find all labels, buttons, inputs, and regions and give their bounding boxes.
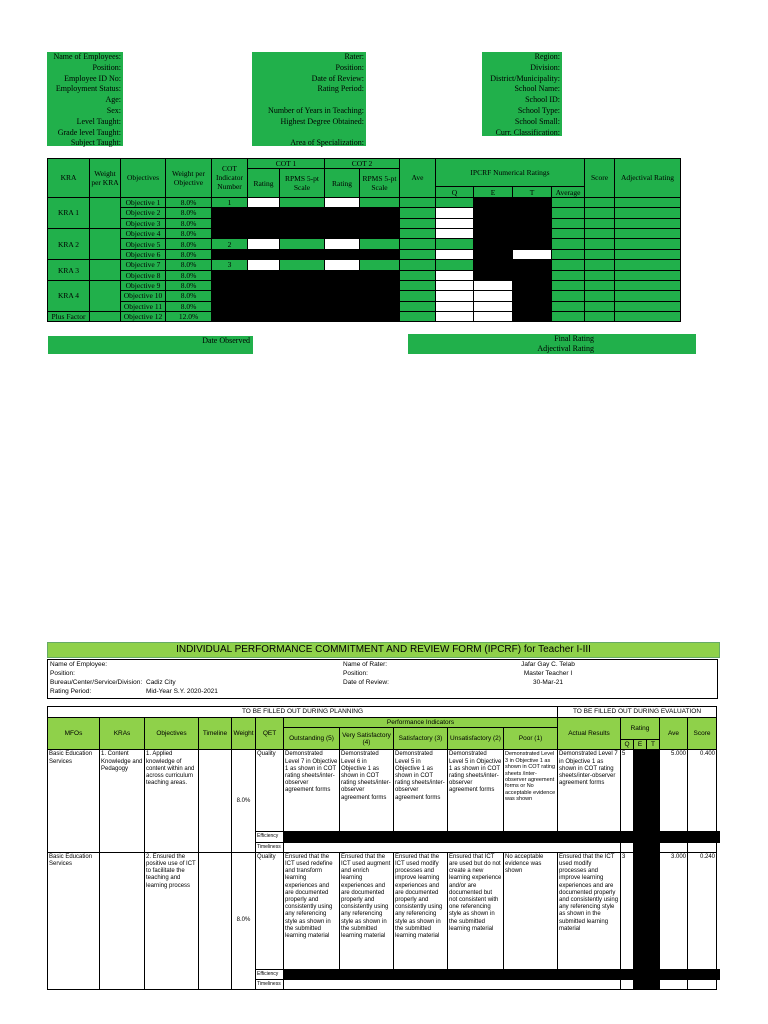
rating-cell[interactable] [436,270,474,280]
header-e: E [634,740,647,750]
info-label: Employment Status: [55,84,121,94]
objective-label: Objective 4 [121,228,166,238]
header-outstanding: Outstanding (5) [284,728,340,750]
info-label: Name of Employees: [53,52,121,61]
info-label: School Name: [514,84,560,94]
rating-cell[interactable] [436,208,474,218]
mfo-cell: Basic Education Services [48,852,100,989]
info-label: District/Municipality: [490,73,560,83]
actual-results-cell: Ensured that the ICT used modify processes and improve learning experiences and are documented properly and consistently using any referencing style as shown in the submitted learning material [558,852,621,969]
form-title: INDIVIDUAL PERFORMANCE COMMITMENT AND REVIEW FORM (IPCRF) for Teacher I-III [47,642,720,658]
header-t: T [513,187,552,197]
header-cot1: COT 1 [248,159,325,169]
ipcrf-table [47,706,720,990]
qet-timeliness: Timeliness [256,842,284,852]
rating-cell[interactable] [513,249,552,259]
header-rpms: RPMS 5-pt Scale [360,169,400,197]
objective-weight: 8.0% [166,249,212,259]
header-cot-indicator: COT Indicator Number [212,159,248,198]
qet-quality: Quality [256,852,284,969]
rating-cell[interactable] [436,228,474,238]
kra-label: KRA 3 [48,260,90,281]
form-value: Mid-Year S.Y. 2020-2021 [146,688,218,695]
info-label: Region: [534,52,560,61]
header-score: Score [688,718,717,750]
rating-cell[interactable] [248,239,280,249]
rating-cell[interactable] [474,301,513,311]
kra-label: KRA 2 [48,228,90,259]
header-rating: Rating [621,718,660,740]
rating-cell[interactable] [325,197,360,207]
indicator-poor: Demonstrated Level 3 in Objective 1 as shown in COT rating sheets /inter-observer agreement forms or No acceptable evidence was shown [504,750,558,832]
header-satisfactory: Satisfactory (3) [394,728,448,750]
objective-cell: 2. Ensured the positive use of ICT to facilitate the teaching and learning process [145,852,199,989]
objective-label: Objective 6 [121,249,166,259]
header-rating: Rating [325,169,360,197]
rating-cell[interactable] [436,291,474,301]
objective-weight: 8.0% [166,228,212,238]
indicator-unsatisfactory: Demonstrated Level 5 in Objective 1 as shown in COT rating sheets/inter-observer agreement forms [448,750,504,832]
header-adjectival: Adjectival Rating [615,159,681,198]
cot-number: 2 [212,239,248,249]
info-label: Position: [335,62,364,72]
info-label: Curr. Classification: [495,127,560,137]
info-label: Subject Taught: [70,138,121,148]
rating-cell[interactable] [436,249,474,259]
rating-cell[interactable] [436,301,474,311]
objective-weight: 8.0% [166,270,212,280]
objective-label: Objective 1 [121,197,166,207]
header-poor: Poor (1) [504,728,558,750]
objective-label: Objective 5 [121,239,166,249]
header-q: Q [436,187,474,197]
info-label [252,128,366,139]
objective-weight: 8.0% [166,260,212,270]
header-score: Score [585,159,615,198]
indicator-satisfactory: Demonstrated Level 5 in Objective 1 as shown in COT rating sheets/inter-observer agreement forms [394,750,448,832]
rater-position: Master Teacher I [523,670,573,677]
rating-cell[interactable] [474,312,513,322]
rating-cell[interactable] [474,291,513,301]
qet-efficiency: Efficiency [256,969,284,979]
objective-label: Objective 7 [121,260,166,270]
form-label: Position: [343,670,368,677]
indicator-very-satisfactory: Ensured that the ICT used augment and enrich learning experiences and are documented properly and consistently using any referencing style as shown in the submitted learning material [340,852,394,969]
weight-cell: 8.0% [232,852,256,989]
header-average: Average [552,187,585,197]
header-timeline: Timeline [199,718,232,750]
info-label: Employee ID No: [64,73,121,83]
info-label: Grade level Taught: [57,127,121,137]
cot-number: 3 [212,260,248,270]
header-ave: Ave [400,159,436,198]
objective-weight: 12.0% [166,312,212,322]
employee-info-block [47,52,123,146]
form-info-block [47,659,718,699]
qet-timeliness: Timeliness [256,980,284,990]
info-label: Area of Specialization: [290,138,364,148]
rating-cell[interactable] [436,312,474,322]
header-rpms: RPMS 5-pt Scale [280,169,325,197]
final-rating-label: Final Rating [554,334,594,343]
objective-weight: 8.0% [166,239,212,249]
score-cell: 0.400 [688,750,717,832]
info-label: Rater: [344,52,364,61]
info-label: Date of Review: [311,73,364,83]
info-label: Number of Years in Teaching: [268,105,364,115]
form-label: Date of Review: [343,679,389,686]
header-objectives: Objectives [121,159,166,198]
form-label: Name of Rater: [343,661,388,668]
objective-label: Objective 2 [121,208,166,218]
indicator-outstanding: Demonstrated Level 7 in Objective 1 as shown in COT rating sheets/inter-observer agreement forms [284,750,340,832]
objective-cell: 1. Applied knowledge of content within and across curriculum teaching areas. [145,750,199,852]
objective-label: Objective 10 [121,291,166,301]
objective-label: Objective 3 [121,218,166,228]
header-cot2: COT 2 [325,159,400,169]
header-kra: KRA [48,159,90,198]
adjectival-rating-label: Adjectival Rating [537,344,594,353]
rating-cell[interactable] [248,197,280,207]
weight-cell: 8.0% [232,750,256,852]
objective-weight: 8.0% [166,301,212,311]
review-date: 30-Mar-21 [533,679,563,686]
info-label: Highest Degree Obtained: [280,116,364,126]
rating-cell[interactable] [248,260,280,270]
rater-info-block [252,52,366,146]
rating-q[interactable]: 3 [621,852,634,969]
score-cell: 0.240 [688,852,717,969]
objective-weight: 8.0% [166,291,212,301]
header-weight-per-objective: Weight per Objective [166,159,212,198]
header-t: T [647,740,660,750]
objective-weight: 8.0% [166,218,212,228]
info-label: Rating Period: [317,84,364,94]
objective-label: Objective 12 [121,312,166,322]
rating-cell[interactable] [474,280,513,290]
objective-label: Objective 11 [121,301,166,311]
rating-cell[interactable] [436,218,474,228]
rating-q[interactable]: 5 [621,750,634,832]
header-actual-results: Actual Results [558,718,621,750]
indicator-outstanding: Ensured that the ICT used redefine and transform learning experiences and are documented properly and consistently using any referencing style as shown in the submitted learning material [284,852,340,969]
kra-label: Plus Factor [48,312,90,322]
header-weight: Weight [232,718,256,750]
header-weight-per-kra: Weight per KRA [90,159,121,198]
header-qet: QET [256,718,284,750]
header-performance-indicators: Performance Indicators [284,718,558,728]
header-q: Q [621,740,634,750]
form-value: Cadiz City [146,679,176,686]
header-mfos: MFOs [48,718,100,750]
header-unsatisfactory: Unsatisfactory (2) [448,728,504,750]
indicator-satisfactory: Ensured that the ICT used modify processes and improve learning experiences and are documented properly and consistently using any referencing style as shown in the submitted learning material [394,852,448,969]
school-info-block [482,52,562,136]
form-label: Bureau/Center/Service/Division: [50,679,143,686]
form-label: Position: [50,670,75,677]
info-label: Division: [530,62,560,72]
objective-weight: 8.0% [166,208,212,218]
cot-number: 1 [212,197,248,207]
header-kras: KRAs [100,718,145,750]
form-label: Rating Period: [50,688,92,695]
header-ave: Ave [660,718,688,750]
planning-heading: TO BE FILLED OUT DURING PLANNING [48,707,558,718]
header-very-satisfactory: Very Satisfactory (4) [340,728,394,750]
objective-label: Objective 8 [121,270,166,280]
info-label: Sex: [106,105,121,115]
kra-label: KRA 1 [48,197,90,228]
objective-weight: 8.0% [166,197,212,207]
qet-quality: Quality [256,750,284,832]
objective-label: Objective 9 [121,280,166,290]
date-observed-label: Date Observed [202,336,250,345]
indicator-very-satisfactory: Demonstrated Level 6 in Objective 1 as shown in COT rating sheets/inter-observer agreement forms [340,750,394,832]
ave-cell: 3.000 [660,852,688,969]
info-label: Level Taught: [76,116,121,126]
objective-weight: 8.0% [166,280,212,290]
actual-results-cell: Demonstrated Level 7 in Objective 1 as shown in COT rating sheets/inter-observer agreement forms [558,750,621,832]
info-label: Position: [92,62,121,72]
header-objectives: Objectives [145,718,199,750]
kra-label: KRA 4 [48,280,90,311]
header-e: E [474,187,513,197]
rater-name: Jafar Gay C. Telab [521,661,575,668]
rating-cell[interactable] [325,239,360,249]
ave-cell: 5.000 [660,750,688,832]
evaluation-heading: TO BE FILLED OUT DURING EVALUATION [558,707,717,718]
mfo-cell: Basic Education Services [48,750,100,852]
info-label: School Small: [514,116,560,126]
cot-rating-grid [47,158,681,322]
header-rating: Rating [248,169,280,197]
indicator-unsatisfactory: Ensured that ICT are used but do not create a new learning experience and/or are documented but not consistent with one referencing style as shown in the submitted learning material [448,852,504,969]
kra-cell [100,852,145,989]
header-ipcrf: IPCRF Numerical Ratings [436,159,585,187]
form-label: Name of Employee: [50,661,108,668]
kra-cell: 1. Content Knowledge and Pedagogy [100,750,145,852]
qet-efficiency: Efficiency [256,832,284,842]
rating-cell[interactable] [325,260,360,270]
indicator-poor: No acceptable evidence was shown [504,852,558,969]
info-label: School ID: [525,95,560,105]
info-label: Age: [105,95,121,105]
info-label [252,95,366,106]
rating-cell[interactable] [436,280,474,290]
info-label: School Type: [517,105,560,115]
